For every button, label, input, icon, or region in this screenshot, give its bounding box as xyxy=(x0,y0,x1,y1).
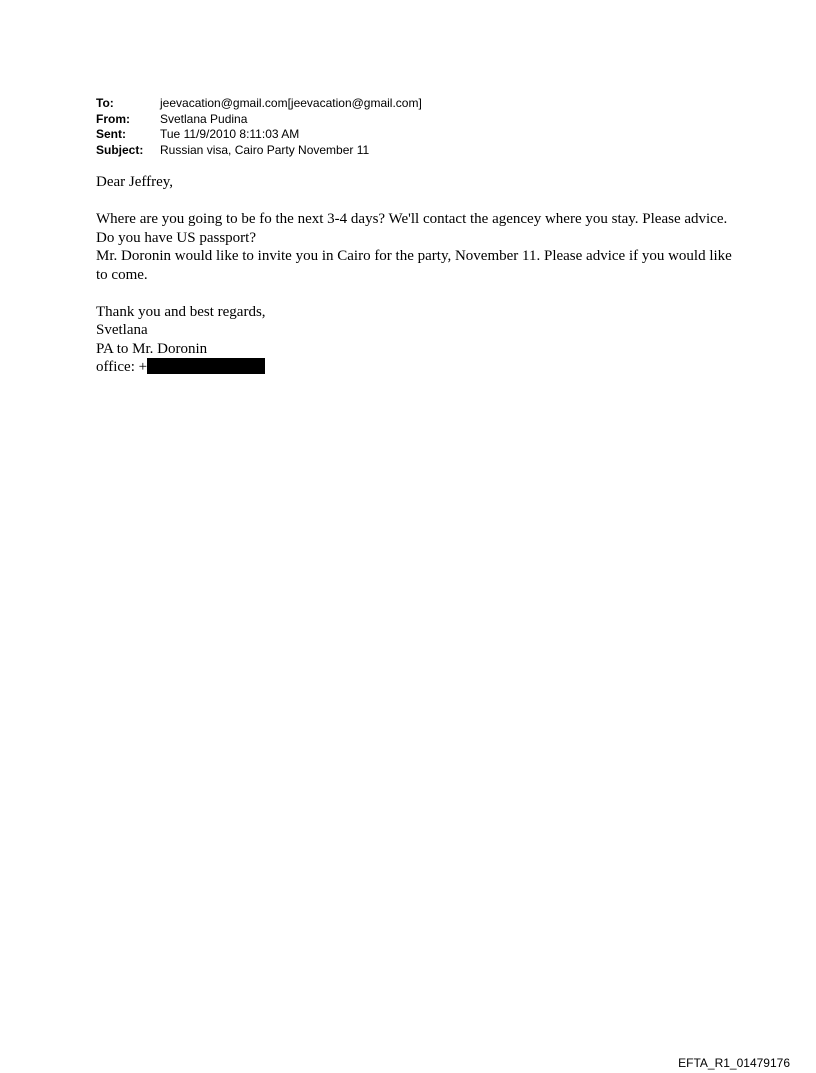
document-id: EFTA_R1_01479176 xyxy=(678,1056,790,1070)
from-row xyxy=(96,112,422,128)
to-row xyxy=(96,96,422,112)
from-value: Svetlana Pudina xyxy=(160,111,248,126)
email-header xyxy=(96,96,422,158)
email-body xyxy=(96,173,736,377)
office-label: office: + xyxy=(96,359,148,375)
spacer xyxy=(96,284,736,303)
office-line xyxy=(96,358,736,377)
sent-value: Tue 11/9/2010 8:11:03 AM xyxy=(160,127,300,141)
signature-title: PA to Mr. Doronin xyxy=(96,340,208,357)
body-paragraph-3: Mr. Doronin would like to invite you in Cairo for the party, November 11. Please advice if you would like to come. xyxy=(96,248,732,283)
to-label: To: xyxy=(96,96,114,110)
redaction-block xyxy=(147,358,265,374)
subject-label: Subject: xyxy=(96,142,144,157)
sent-label: Sent: xyxy=(96,127,126,141)
to-value: jeevacation@gmail.com[jeevacation@gmail.com] xyxy=(160,96,422,110)
greeting: Dear Jeffrey, xyxy=(96,174,174,190)
body-paragraph-1: Where are you going to be fo the next 3-4 days? We'll contact the agencey where you stay. Please advice. xyxy=(96,211,728,227)
subject-value: Russian visa, Cairo Party November 11 xyxy=(160,142,370,157)
closing: Thank you and best regards, xyxy=(96,303,266,320)
sent-row xyxy=(96,127,422,143)
from-label: From: xyxy=(96,111,130,126)
signature-name: Svetlana xyxy=(96,322,148,338)
subject-row xyxy=(96,143,422,159)
spacer xyxy=(96,192,736,211)
body-paragraph-2: Do you have US passport? xyxy=(96,229,256,246)
